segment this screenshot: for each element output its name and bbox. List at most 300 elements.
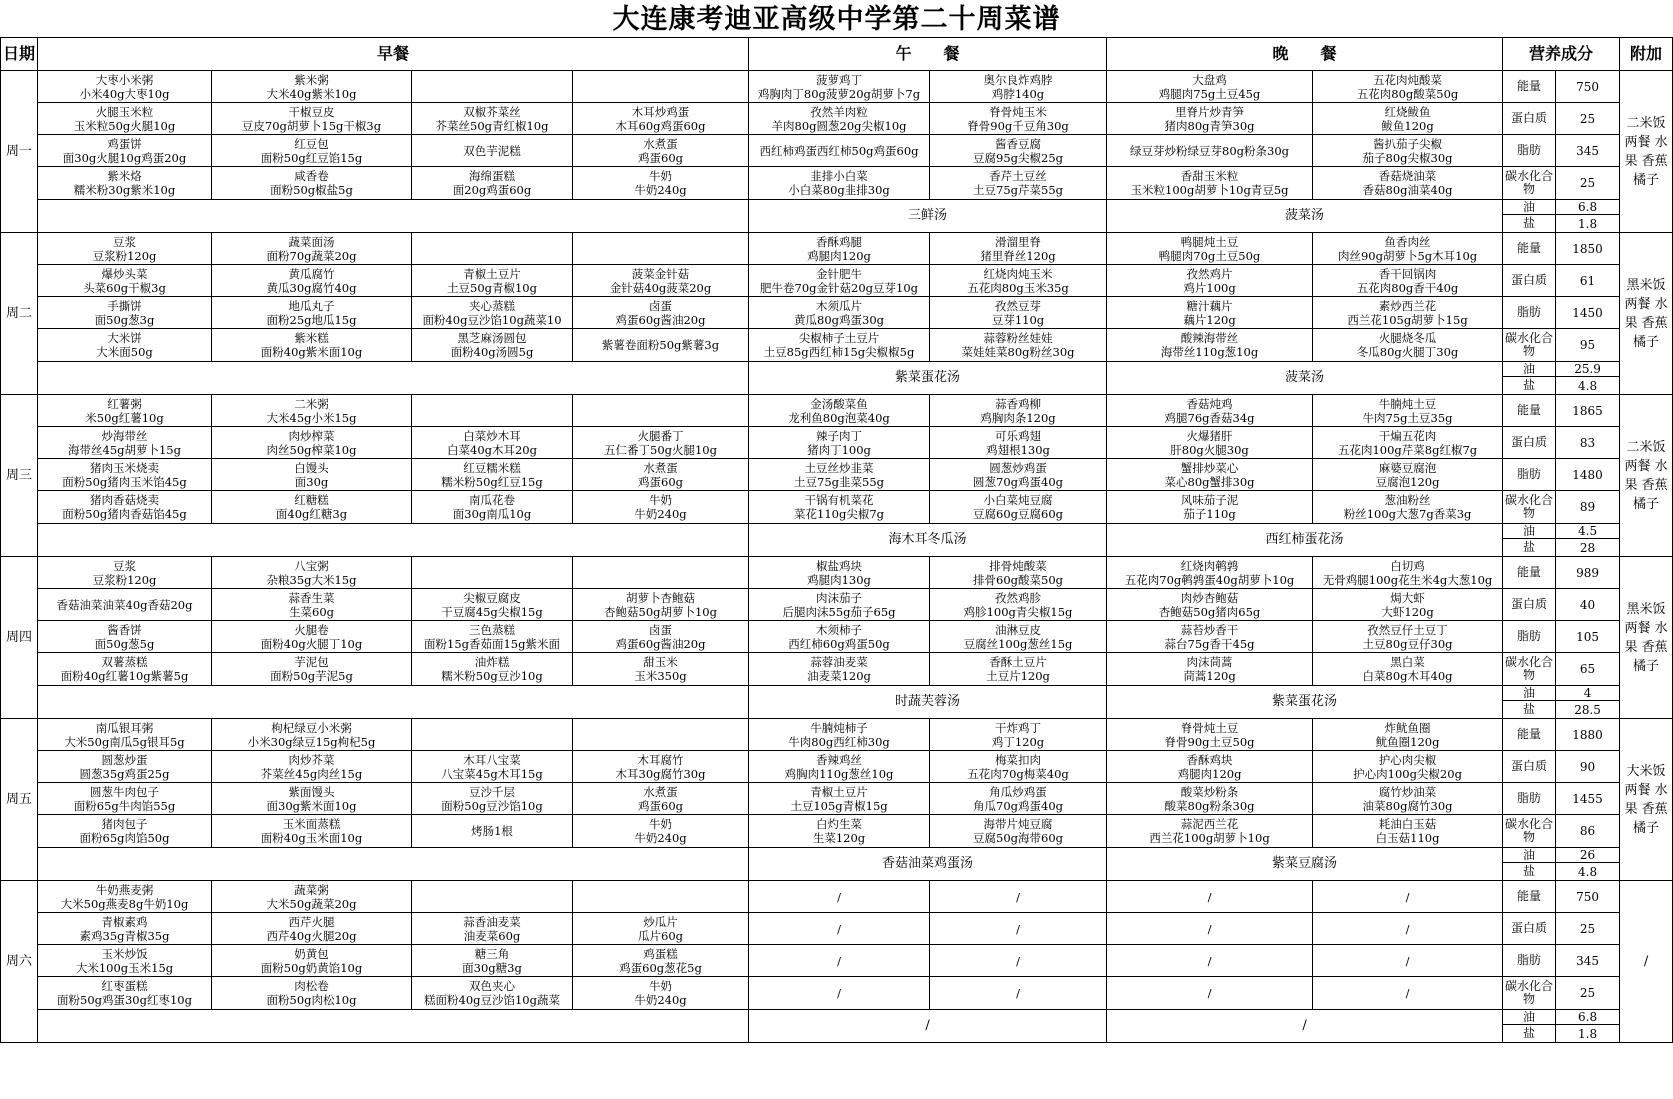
- day-label: 周二: [1, 233, 38, 395]
- dish-ingredients: 面粉50g猪肉玉米馅45g: [62, 474, 187, 489]
- lunch-dish: [930, 719, 1107, 751]
- dish-ingredients: 面30g南瓜10g: [452, 507, 532, 521]
- nutrition-value: 4.8: [1556, 377, 1620, 395]
- breakfast-dish: [573, 233, 749, 265]
- breakfast-dish: [212, 233, 412, 265]
- breakfast-dish: [38, 653, 212, 686]
- extra-note: 二米饭 两餐 水果 香蕉 橘子: [1620, 395, 1673, 557]
- breakfast-dish: [412, 589, 573, 621]
- breakfast-dish: [38, 167, 212, 200]
- dish-name: 红豆包: [294, 136, 329, 151]
- dish-ingredients: 面粉40g豆沙馅10g蔬菜10: [422, 312, 562, 327]
- dish-ingredients: 大米50g蔬菜20g: [266, 896, 357, 911]
- table-row: [1, 815, 1673, 848]
- breakfast-dish: [38, 751, 212, 783]
- dish-name: 三色蒸糕: [469, 622, 515, 637]
- dish-name: 海带片炖豆腐: [983, 817, 1053, 831]
- dish-ingredients: 鸡蛋60g: [638, 798, 683, 813]
- breakfast-dish: [212, 71, 412, 103]
- dish-name: 火爆猪肝: [1186, 428, 1233, 443]
- dish-ingredients: 大米40g紫米10g: [266, 86, 357, 101]
- dish-ingredients: 海带丝110g葱10g: [1160, 345, 1259, 359]
- breakfast-blank: [38, 524, 749, 557]
- dish-name: 肉炒杏鲍菇: [1180, 590, 1239, 605]
- table-row: [1, 1010, 1673, 1025]
- nutrition-label: 盐: [1503, 701, 1556, 719]
- nutrition-label: 油: [1503, 848, 1556, 863]
- breakfast-dish: [412, 557, 573, 589]
- dinner-dish: [1313, 491, 1503, 524]
- dish-name: 猪肉香菇烧卖: [90, 493, 159, 507]
- dish-name: 炒海带丝: [101, 428, 148, 443]
- breakfast-dish: [573, 71, 749, 103]
- dish-ingredients: 羊肉80g圆葱20g尖椒10g: [771, 118, 907, 133]
- lunch-dish: [749, 557, 930, 589]
- dish-name: 奥尔良炸鸡脖: [983, 72, 1053, 87]
- nutrition-label: 能量: [1503, 557, 1556, 589]
- dish-name: 蒜香鸡柳: [995, 396, 1042, 411]
- lunch-dish: [749, 719, 930, 751]
- dish-name: 大盘鸡: [1192, 72, 1227, 87]
- dish-name: 麻婆豆腐泡: [1378, 460, 1437, 475]
- dish-name: 菠萝鸡丁: [816, 72, 863, 87]
- dish-ingredients: 豆腐95g尖椒25g: [973, 150, 1064, 165]
- nutrition-value: 89: [1556, 491, 1620, 524]
- breakfast-dish: [212, 557, 412, 589]
- dish-ingredients: 鸡胸肉条120g: [980, 410, 1056, 425]
- lunch-dish: [749, 135, 930, 167]
- breakfast-dish: [38, 977, 212, 1010]
- dish-name: 大枣小米粥: [95, 72, 154, 87]
- dish-ingredients: 杏鲍菇50g胡萝卜10g: [604, 604, 717, 619]
- dish-name: 干炸鸡丁: [995, 720, 1042, 735]
- lunch-dish: [930, 233, 1107, 265]
- dish-name: 紫米粥: [294, 72, 329, 87]
- dish-ingredients: 油菜80g腐竹30g: [1362, 798, 1453, 813]
- lunch-dish: [930, 459, 1107, 491]
- dish-ingredients: 海带丝45g胡萝卜15g: [68, 442, 181, 457]
- nutrition-value: 4.5: [1556, 524, 1620, 539]
- dish-ingredients: 鲅鱼120g: [1381, 118, 1434, 133]
- nutrition-value: 1865: [1556, 395, 1620, 427]
- dish-ingredients: 角瓜70g鸡蛋40g: [973, 798, 1064, 813]
- breakfast-dish: [573, 751, 749, 783]
- header-row: [1, 38, 1673, 71]
- dish-name: 白馒头: [294, 460, 329, 475]
- dish-ingredients: 黄瓜30g腐竹40g: [266, 280, 357, 295]
- dinner-dish: [1313, 913, 1503, 945]
- breakfast-dish: [38, 557, 212, 589]
- dish-name: 圆葱牛肉包子: [90, 784, 159, 799]
- nutrition-value: 989: [1556, 557, 1620, 589]
- nutrition-label: 油: [1503, 362, 1556, 377]
- dinner-soup: 菠菜汤: [1107, 362, 1503, 395]
- nutrition-label: 盐: [1503, 377, 1556, 395]
- dish-ingredients: 鸡腿76g香菇34g: [1164, 410, 1255, 425]
- dish-name: 孜然豆芽: [995, 298, 1042, 313]
- dinner-soup: 菠菜汤: [1107, 200, 1503, 233]
- dish-ingredients: 豆皮70g胡萝卜15g干椒3g: [241, 118, 382, 133]
- dish-ingredients: 瓜片60g: [638, 928, 683, 943]
- lunch-dish: [930, 945, 1107, 977]
- dish-ingredients: 玉米粒50g火腿10g: [73, 118, 176, 133]
- dish-ingredients: 西兰花100g胡萝卜10g: [1149, 831, 1270, 845]
- breakfast-dish: [212, 783, 412, 815]
- lunch-dish: [749, 427, 930, 459]
- dish-ingredients: 黄瓜80g鸡蛋30g: [794, 312, 885, 327]
- dish-name: 鱼香肉丝: [1384, 234, 1431, 249]
- dish-name: 南瓜银耳粥: [95, 720, 154, 735]
- dish-name: 里脊片炒青笋: [1175, 104, 1245, 119]
- dish-name: 奶黄包: [294, 946, 329, 961]
- table-row: [1, 427, 1673, 459]
- dish-name: 地瓜丸子: [288, 298, 335, 313]
- dish-name: 耗油白玉菇: [1378, 817, 1437, 831]
- dish-name: 黑芝麻汤圆包: [457, 331, 527, 345]
- nutrition-label: 盐: [1503, 539, 1556, 557]
- breakfast-dish: [38, 395, 212, 427]
- dish-ingredients: 面粉50g红豆馅15g: [260, 150, 363, 165]
- dish-ingredients: 鸡脖140g: [991, 86, 1045, 101]
- breakfast-blank: [38, 848, 749, 881]
- dish-name: 鸭腿炖土豆: [1180, 234, 1239, 249]
- dish-name: 尖椒柿子土豆片: [798, 331, 880, 345]
- lunch-dish: [930, 783, 1107, 815]
- dish-name: 双色芋泥糕: [463, 143, 521, 158]
- dish-name: 蒜苔炒香干: [1180, 622, 1239, 637]
- breakfast-dish: [573, 913, 749, 945]
- breakfast-dish: [38, 815, 212, 848]
- dish-ingredients: 菜花110g尖椒7g: [794, 507, 885, 521]
- breakfast-dish: [212, 719, 412, 751]
- dish-ingredients: 面粉50g猪肉香菇馅45g: [62, 507, 187, 521]
- lunch-soup: /: [749, 1010, 1107, 1043]
- table-row: [1, 751, 1673, 783]
- dish-ingredients: 芥菜丝45g肉丝15g: [260, 766, 363, 781]
- nutrition-label: 盐: [1503, 215, 1556, 233]
- lunch-dish: [749, 395, 930, 427]
- dish-name: 黄瓜腐竹: [288, 266, 335, 281]
- header-dinner: 晚 餐: [1107, 38, 1503, 71]
- dish-name: 圆葱炒鸡蛋: [989, 460, 1047, 475]
- dinner-dish: [1107, 589, 1313, 621]
- table-row: [1, 848, 1673, 863]
- breakfast-dish: [212, 977, 412, 1010]
- nutrition-value: 1.8: [1556, 1025, 1620, 1043]
- dish-ingredients: 五花肉70g鹌鹑蛋40g胡萝卜10g: [1124, 572, 1295, 587]
- breakfast-dish: [412, 719, 573, 751]
- dish-ingredients: 豆浆粉120g: [92, 248, 157, 263]
- dish-ingredients: 豆腐60g豆腐60g: [973, 507, 1064, 521]
- dish-name: 干椒豆皮: [288, 104, 335, 119]
- day-label: 周六: [1, 881, 38, 1043]
- breakfast-blank: [38, 200, 749, 233]
- dish-name: 油淋豆皮: [995, 622, 1042, 637]
- dish-ingredients: 面粉50g椒盐5g: [270, 183, 353, 197]
- table-row: [1, 557, 1673, 589]
- dish-name: /: [837, 889, 841, 904]
- breakfast-dish: [412, 977, 573, 1010]
- table-row: [1, 783, 1673, 815]
- table-row: [1, 945, 1673, 977]
- dish-name: 角瓜炒鸡蛋: [989, 784, 1047, 799]
- lunch-dish: [930, 751, 1107, 783]
- table-row: [1, 297, 1673, 329]
- nutrition-label: 碳水化合物: [1503, 167, 1556, 200]
- dish-ingredients: 大米面50g: [96, 345, 153, 359]
- table-row: [1, 265, 1673, 297]
- breakfast-dish: [573, 329, 749, 362]
- lunch-dish: [749, 589, 930, 621]
- nutrition-value: 86: [1556, 815, 1620, 848]
- lunch-dish: [930, 71, 1107, 103]
- breakfast-dish: [412, 751, 573, 783]
- dish-name: 甜玉米: [643, 655, 678, 669]
- nutrition-value: 750: [1556, 71, 1620, 103]
- dish-name: 猪肉玉米烧卖: [90, 460, 159, 475]
- dish-ingredients: 后腿肉沫55g茄子65g: [782, 604, 896, 619]
- dish-name: 滑溜里脊: [995, 234, 1042, 249]
- dish-name: 孜然鸡片: [1186, 266, 1233, 281]
- dish-ingredients: 龙利鱼80g泡菜40g: [788, 410, 890, 425]
- nutrition-label: 碳水化合物: [1503, 977, 1556, 1010]
- dish-ingredients: 小白菜80g韭排30g: [788, 183, 890, 197]
- lunch-dish: [749, 103, 930, 135]
- dish-ingredients: 八宝菜45g木耳15g: [441, 766, 543, 781]
- dish-name: 素炒西兰花: [1378, 298, 1437, 313]
- breakfast-dish: [573, 135, 749, 167]
- lunch-soup: 紫菜蛋花汤: [749, 362, 1107, 395]
- dish-name: 香酥鸡块: [1186, 752, 1233, 767]
- breakfast-dish: [38, 329, 212, 362]
- dish-name: 酱扒茄子尖椒: [1373, 136, 1443, 151]
- dish-name: 油炸糕: [474, 655, 510, 669]
- lunch-dish: [749, 491, 930, 524]
- lunch-dish: [749, 815, 930, 848]
- dish-name: 烤肠1根: [471, 824, 513, 838]
- dish-ingredients: 鸡蛋60g酱油20g: [615, 312, 706, 327]
- breakfast-dish: [573, 719, 749, 751]
- dish-name: 香菇烧油菜: [1378, 169, 1437, 183]
- breakfast-dish: [573, 945, 749, 977]
- lunch-dish: [930, 815, 1107, 848]
- nutrition-value: 6.8: [1556, 1010, 1620, 1025]
- nutrition-value: 28: [1556, 539, 1620, 557]
- breakfast-dish: [573, 621, 749, 653]
- dish-name: /: [1207, 921, 1212, 936]
- breakfast-dish: [38, 459, 212, 491]
- dish-name: /: [1016, 953, 1020, 968]
- dinner-dish: [1107, 167, 1313, 200]
- table-row: [1, 362, 1673, 377]
- dish-name: 酸菜炒粉条: [1180, 784, 1239, 799]
- nutrition-value: 25: [1556, 167, 1620, 200]
- dish-ingredients: 土豆50g青椒10g: [447, 280, 537, 295]
- dish-name: /: [1207, 889, 1212, 904]
- table-row: [1, 653, 1673, 686]
- nutrition-value: 1850: [1556, 233, 1620, 265]
- nutrition-label: 碳水化合物: [1503, 815, 1556, 848]
- dish-name: 肉炒芥菜: [288, 752, 335, 767]
- dish-name: /: [837, 921, 841, 936]
- dish-ingredients: 大米100g玉米15g: [75, 960, 174, 975]
- day-label: 周一: [1, 71, 38, 233]
- dish-name: 风味茄子泥: [1180, 493, 1239, 507]
- nutrition-value: 4: [1556, 686, 1620, 701]
- dish-ingredients: 菜心80g蟹排30g: [1164, 474, 1255, 489]
- breakfast-dish: [573, 297, 749, 329]
- extra-note: 黑米饭 两餐 水果 香蕉 橘子: [1620, 557, 1673, 719]
- dish-ingredients: 肉丝50g榨菜10g: [266, 442, 357, 457]
- dish-name: 红烧肉鹌鹑: [1180, 558, 1239, 573]
- dish-ingredients: 鸡蛋60g葱花5g: [619, 960, 702, 975]
- dish-ingredients: 脊骨90g土豆50g: [1164, 734, 1255, 749]
- dish-ingredients: 大米50g燕麦8g牛奶10g: [60, 896, 189, 911]
- dinner-dish: [1107, 751, 1313, 783]
- breakfast-dish: [412, 71, 573, 103]
- dish-ingredients: 牛肉75g土豆35g: [1362, 410, 1453, 425]
- dish-name: /: [1207, 953, 1212, 968]
- dish-name: 白菜炒木耳: [463, 428, 521, 443]
- dish-name: 双色夹心: [469, 979, 515, 993]
- dish-name: 尖椒豆腐皮: [463, 590, 521, 605]
- nutrition-value: 61: [1556, 265, 1620, 297]
- breakfast-dish: [212, 395, 412, 427]
- lunch-dish: [749, 297, 930, 329]
- breakfast-blank: [38, 362, 749, 395]
- dinner-dish: [1313, 621, 1503, 653]
- breakfast-blank: [38, 1010, 749, 1043]
- dish-ingredients: 面粉50g芋泥5g: [270, 669, 353, 683]
- breakfast-dish: [573, 977, 749, 1010]
- dish-ingredients: 糕面粉40g豆沙馅10g蔬菜: [424, 993, 560, 1007]
- nutrition-value: 750: [1556, 881, 1620, 913]
- dinner-dish: [1107, 297, 1313, 329]
- breakfast-blank: [38, 686, 749, 719]
- lunch-dish: [930, 329, 1107, 362]
- breakfast-dish: [212, 265, 412, 297]
- table-row: [1, 913, 1673, 945]
- dish-name: /: [837, 953, 841, 968]
- menu-body: [1, 71, 1673, 1043]
- nutrition-label: 盐: [1503, 1025, 1556, 1043]
- breakfast-dish: [412, 103, 573, 135]
- lunch-dish: [930, 589, 1107, 621]
- breakfast-dish: [38, 621, 212, 653]
- dish-ingredients: 芥菜丝50g青红椒10g: [435, 118, 549, 133]
- dish-name: 小白菜炖豆腐: [983, 493, 1053, 507]
- nutrition-value: 95: [1556, 329, 1620, 362]
- lunch-dish: [749, 977, 930, 1010]
- dish-ingredients: 蒜台75g香干45g: [1164, 636, 1255, 651]
- nutrition-value: 83: [1556, 427, 1620, 459]
- dinner-dish: [1107, 881, 1313, 913]
- lunch-dish: [930, 557, 1107, 589]
- dish-name: 蔬菜粥: [294, 882, 329, 897]
- dish-ingredients: 藕片120g: [1183, 312, 1236, 327]
- dish-ingredients: 杂粮35g大米15g: [266, 572, 357, 587]
- dish-name: 椒盐鸡块: [816, 558, 863, 573]
- dish-ingredients: 鸡蛋60g: [638, 474, 683, 489]
- dish-name: 豆浆: [113, 558, 136, 573]
- dish-ingredients: 土豆85g西红柿15g尖椒椒5g: [763, 345, 915, 359]
- dish-name: 蒜泥西兰花: [1180, 817, 1239, 831]
- dinner-dish: [1313, 427, 1503, 459]
- dinner-dish: [1313, 329, 1503, 362]
- extra-note: 大米饭 两餐 水果 香蕉 橘子: [1620, 719, 1673, 881]
- dish-ingredients: 冬瓜80g火腿丁30g: [1356, 345, 1459, 359]
- breakfast-dish: [412, 395, 573, 427]
- dish-ingredients: 牛奶240g: [634, 507, 687, 521]
- lunch-dish: [749, 329, 930, 362]
- dish-name: 蒜蓉粉丝娃娃: [983, 331, 1053, 345]
- dish-name: 青椒土豆片: [810, 784, 868, 799]
- dish-name: 火腿玉米粒: [95, 104, 154, 119]
- dinner-dish: [1107, 783, 1313, 815]
- dish-ingredients: 面粉25g地瓜15g: [266, 312, 357, 327]
- lunch-dish: [749, 233, 930, 265]
- nutrition-value: 25.9: [1556, 362, 1620, 377]
- lunch-dish: [749, 265, 930, 297]
- dish-ingredients: 鸡腿肉120g: [807, 248, 871, 263]
- dish-name: 香菇炖鸡: [1186, 396, 1233, 411]
- breakfast-dish: [412, 297, 573, 329]
- dish-name: 葱油粉丝: [1384, 493, 1431, 507]
- dish-ingredients: 面粉40g红薯10g紫薯5g: [60, 669, 189, 683]
- dish-name: 牛奶燕麦粥: [95, 882, 154, 897]
- dish-name: 紫米糕: [294, 331, 329, 345]
- dinner-dish: [1107, 459, 1313, 491]
- dish-name: 酸辣海带丝: [1180, 331, 1239, 345]
- dish-ingredients: 面粉65g牛肉馅55g: [73, 798, 176, 813]
- dish-name: 南瓜花卷: [469, 493, 515, 507]
- dish-name: 绿豆芽炒粉绿豆芽80g粉条30g: [1130, 143, 1290, 158]
- breakfast-dish: [412, 265, 573, 297]
- dish-name: 肉沫茄子: [816, 590, 863, 605]
- dish-ingredients: 面粉50g奶黄馅10g: [260, 960, 363, 975]
- dish-ingredients: 面粉40g紫米面10g: [260, 345, 363, 359]
- dish-ingredients: 白玉菇110g: [1375, 831, 1440, 845]
- breakfast-dish: [212, 589, 412, 621]
- dish-ingredients: 无骨鸡腿100g花生米4g大葱10g: [1322, 572, 1493, 587]
- dinner-dish: [1313, 751, 1503, 783]
- dish-name: 红烧肉炖玉米: [983, 266, 1053, 281]
- dish-name: 爆炒头菜: [101, 266, 148, 281]
- dinner-dish: [1107, 233, 1313, 265]
- dish-name: 肉沫茼蒿: [1186, 655, 1233, 669]
- nutrition-label: 碳水化合物: [1503, 491, 1556, 524]
- breakfast-dish: [38, 945, 212, 977]
- dish-name: 红糖糕: [294, 493, 329, 507]
- table-row: [1, 233, 1673, 265]
- dish-name: 土豆丝炒韭菜: [804, 460, 874, 475]
- dish-name: 玉米面蒸糕: [282, 817, 341, 831]
- table-row: [1, 395, 1673, 427]
- breakfast-dish: [212, 103, 412, 135]
- dish-ingredients: 面粉40g火腿丁10g: [260, 636, 363, 651]
- nutrition-value: 345: [1556, 945, 1620, 977]
- dish-ingredients: 豆腐丝100g葱丝15g: [963, 636, 1073, 651]
- dish-ingredients: 鸡腿肉130g: [807, 572, 871, 587]
- dish-ingredients: 木耳60g鸡蛋60g: [615, 118, 706, 133]
- dish-ingredients: 香菇80g油菜40g: [1362, 183, 1453, 197]
- dish-ingredients: 豆腐泡120g: [1375, 474, 1440, 489]
- day-label: 周五: [1, 719, 38, 881]
- dish-ingredients: 土豆105g青椒15g: [790, 798, 888, 813]
- dinner-dish: [1313, 815, 1503, 848]
- dish-name: 干锅有机菜花: [804, 493, 874, 507]
- breakfast-dish: [412, 653, 573, 686]
